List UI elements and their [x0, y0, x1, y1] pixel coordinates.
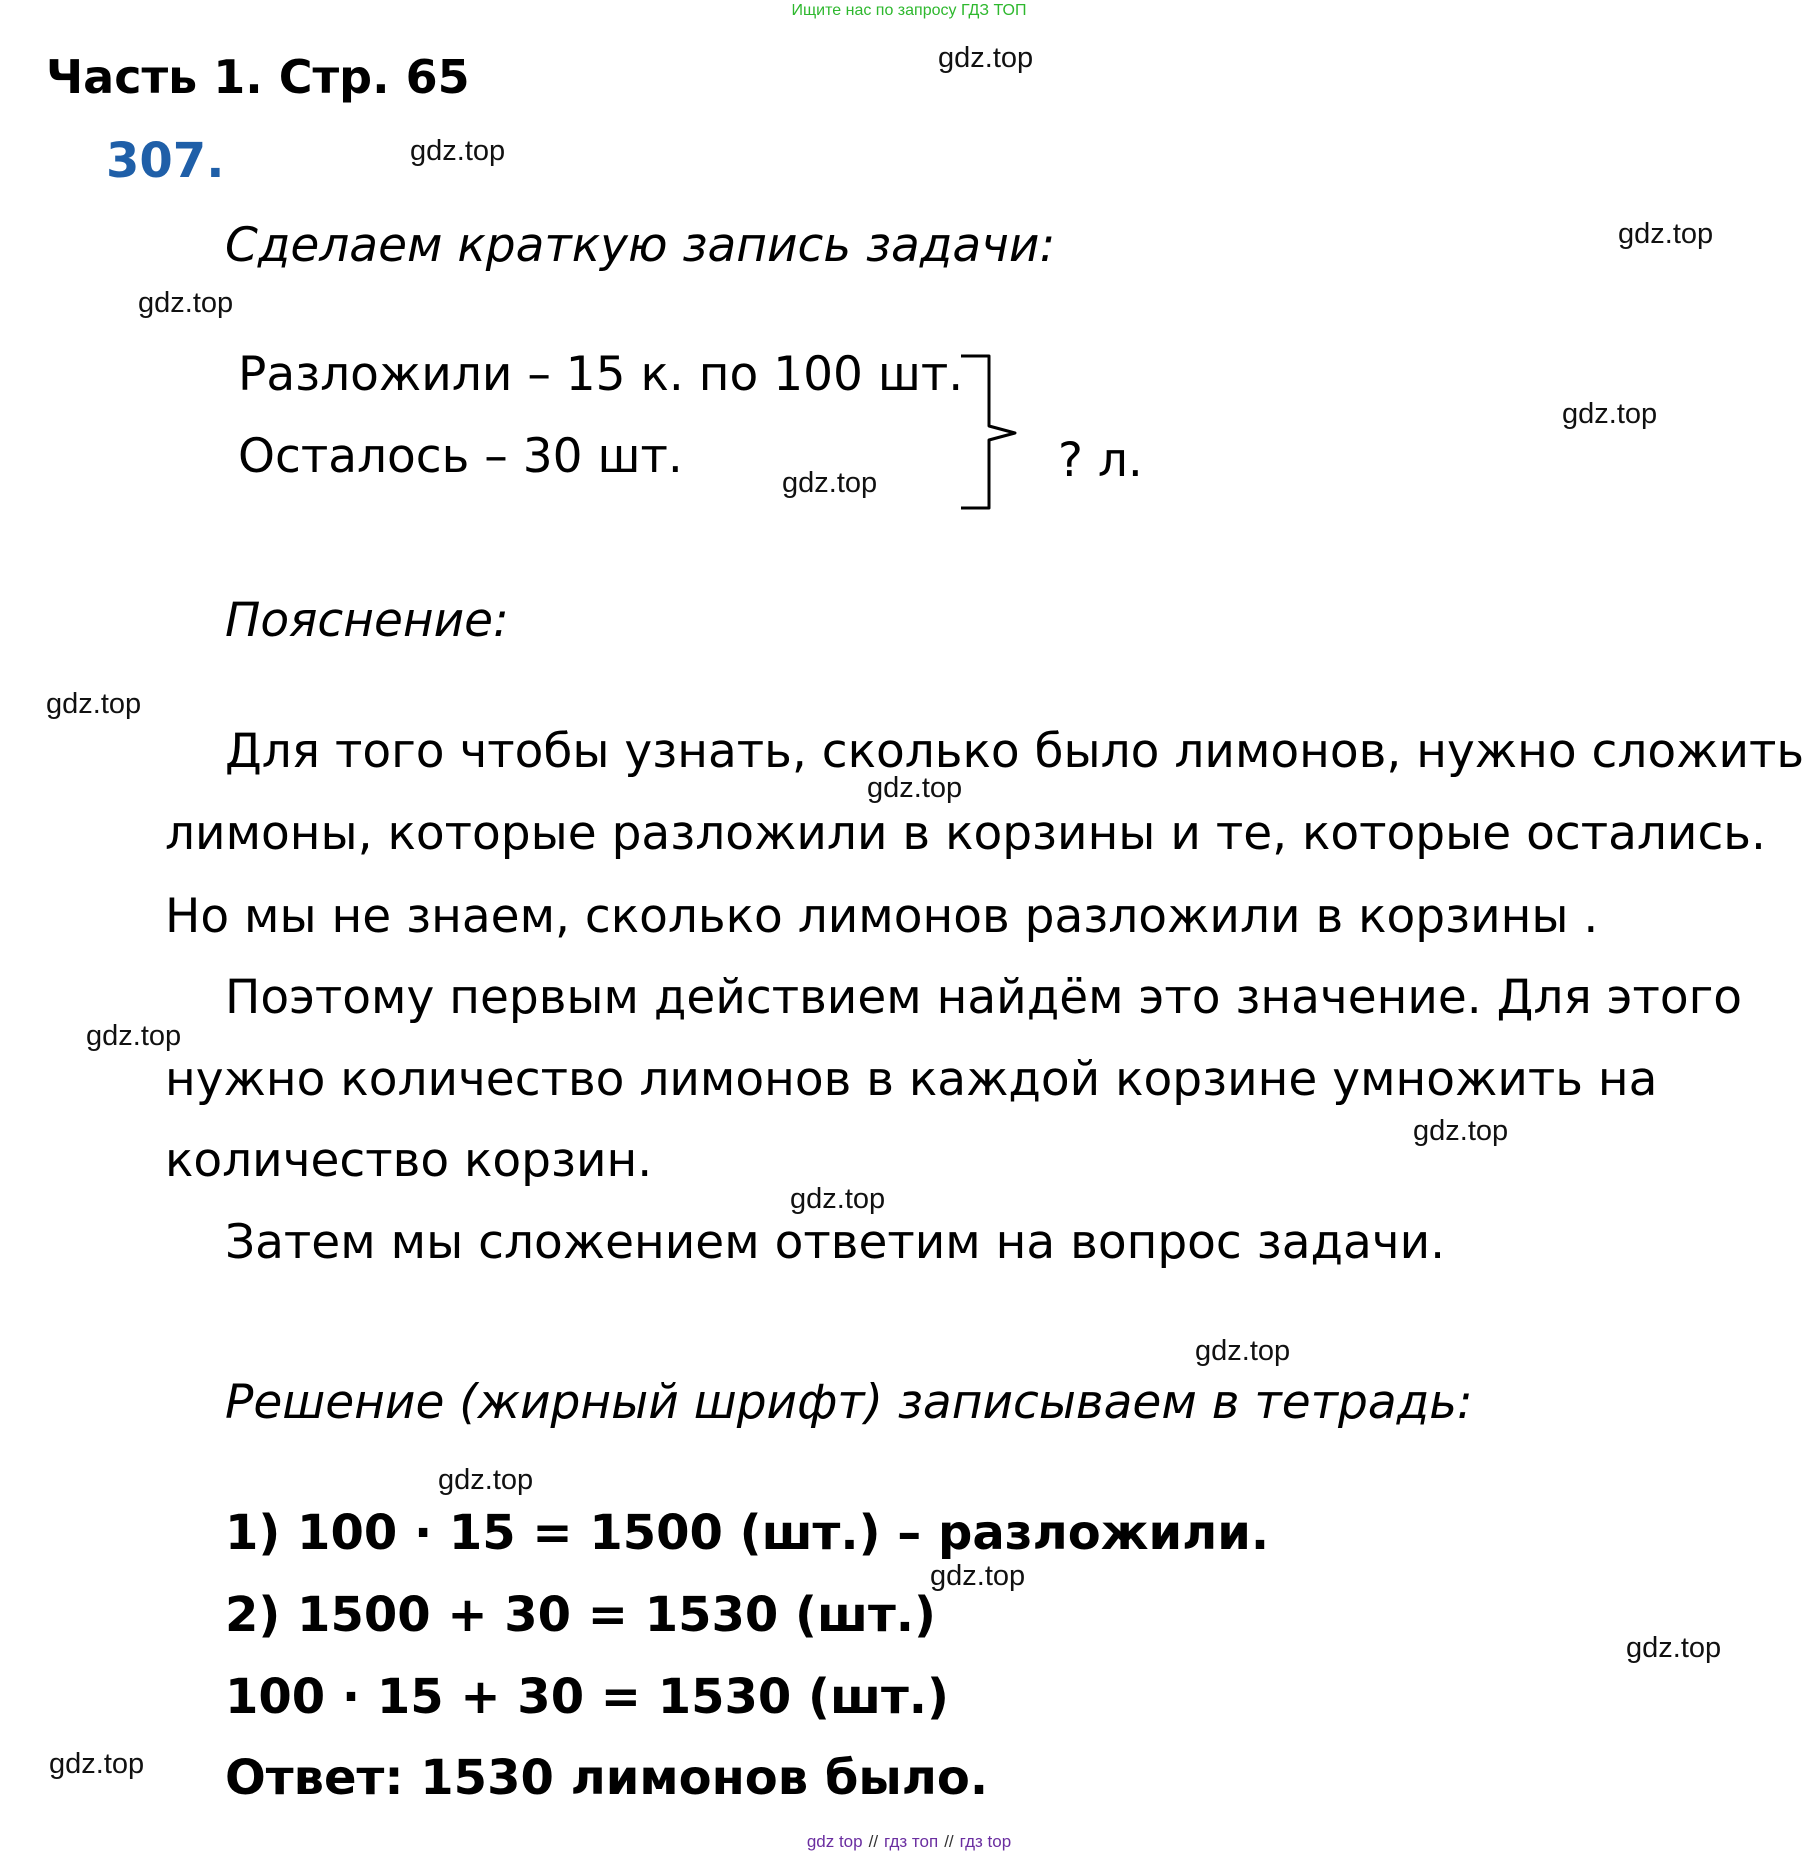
watermark: gdz.top	[1562, 398, 1658, 430]
explanation-line: Поэтому первым действием найдём это значение. Для этого	[225, 970, 1743, 1025]
watermark: gdz.top	[1626, 1632, 1722, 1664]
watermark: gdz.top	[1413, 1115, 1509, 1147]
task-number: 307.	[106, 133, 225, 189]
footer-separator: //	[944, 1832, 954, 1851]
curly-brace	[955, 353, 1025, 513]
explanation-line: нужно количество лимонов в каждой корзине умножить на	[165, 1052, 1658, 1107]
short-record-heading: Сделаем краткую запись задачи:	[225, 218, 1056, 273]
solution-expression: 100 · 15 + 30 = 1530 (шт.)	[225, 1669, 949, 1725]
watermark: gdz.top	[867, 772, 963, 804]
record-question: ? л.	[1058, 433, 1143, 488]
watermark: gdz.top	[46, 688, 142, 720]
top-banner: Ищите нас по запросу ГДЗ ТОП	[791, 2, 1027, 19]
footer-link[interactable]: gdz top	[806, 1832, 863, 1851]
watermark: gdz.top	[438, 1464, 534, 1496]
watermark: gdz.top	[782, 467, 878, 499]
explanation-heading: Пояснение:	[225, 593, 509, 648]
page-heading: Часть 1. Стр. 65	[46, 50, 470, 104]
explanation-line: лимоны, которые разложили в корзины и те, которые остались.	[165, 806, 1766, 861]
solution-step-1: 1) 100 · 15 = 1500 (шт.) – разложили.	[225, 1505, 1270, 1561]
footer-links	[0, 1832, 1818, 1852]
footer-link[interactable]: гдз top	[959, 1832, 1012, 1851]
solution-answer: Ответ: 1530 лимонов было.	[225, 1750, 989, 1806]
footer-link[interactable]: гдз топ	[884, 1832, 939, 1851]
explanation-line: Затем мы сложением ответим на вопрос задачи.	[225, 1215, 1446, 1270]
record-line-laid-out: Разложили – 15 к. по 100 шт.	[238, 347, 964, 402]
watermark: gdz.top	[1195, 1335, 1291, 1367]
solution-step-2: 2) 1500 + 30 = 1530 (шт.)	[225, 1587, 936, 1643]
explanation-line: Для того чтобы узнать, сколько было лимонов, нужно сложить	[225, 724, 1805, 779]
watermark: gdz.top	[938, 42, 1034, 74]
watermark: gdz.top	[86, 1020, 182, 1052]
watermark: gdz.top	[930, 1560, 1026, 1592]
record-line-remaining: Осталось – 30 шт.	[238, 429, 683, 484]
explanation-line: количество корзин.	[165, 1133, 653, 1188]
watermark: gdz.top	[1618, 218, 1714, 250]
solution-heading: Решение (жирный шрифт) записываем в тетрадь:	[225, 1375, 1473, 1430]
explanation-line: Но мы не знаем, сколько лимонов разложили в корзины .	[165, 889, 1599, 944]
watermark: gdz.top	[49, 1748, 145, 1780]
watermark: gdz.top	[790, 1183, 886, 1215]
footer-separator: //	[868, 1832, 879, 1851]
watermark: gdz.top	[138, 287, 234, 319]
watermark: gdz.top	[410, 135, 506, 167]
